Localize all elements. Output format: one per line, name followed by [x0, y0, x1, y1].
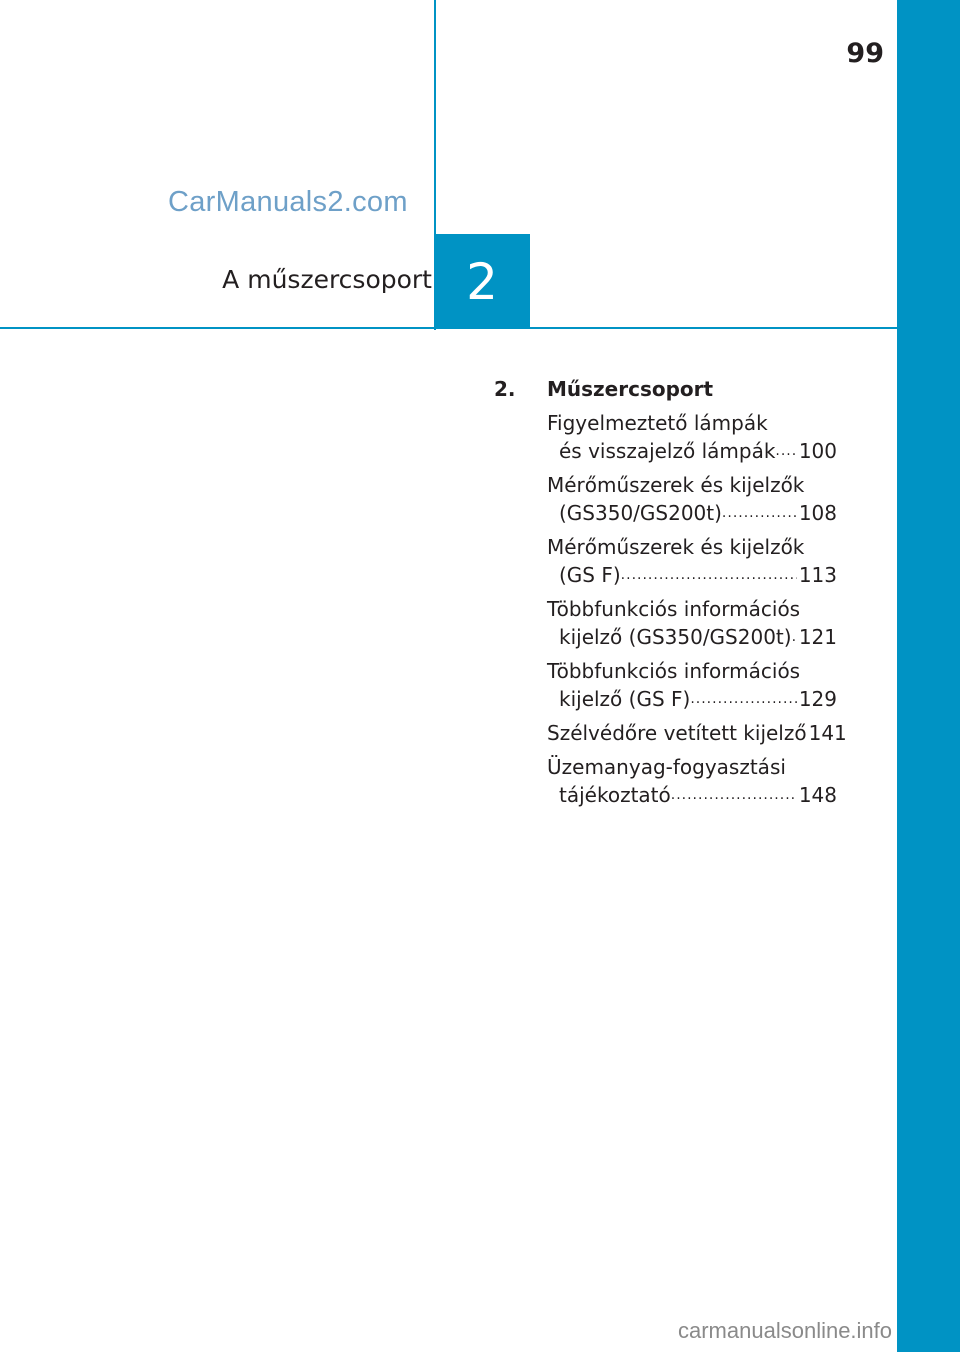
toc-entry[interactable]: [547, 533, 837, 589]
toc-entry-title: Mérőműszerek és kijelzők: [547, 473, 805, 497]
toc-entry-page: 141: [808, 721, 847, 745]
footer-watermark: carmanualsonline.info: [678, 1318, 893, 1343]
section-number: 2.: [494, 377, 516, 401]
chapter-side-bar: [897, 0, 960, 1352]
toc-entry-subtitle: kijelző (GS F): [559, 687, 691, 711]
toc-entry-page: 113: [798, 563, 837, 587]
toc-entry-title: Mérőműszerek és kijelzők: [547, 535, 805, 559]
toc-entry-subtitle: (GS F): [559, 563, 621, 587]
toc-entry-title: Többfunkciós információs: [547, 597, 801, 621]
toc-entry-subtitle: (GS350/GS200t): [559, 501, 722, 525]
toc-entry[interactable]: [547, 657, 837, 713]
section-title: Műszercsoport: [547, 377, 714, 401]
chapter-number-box: [434, 234, 530, 329]
page-number: 99: [846, 38, 884, 69]
toc-entry-page: 121: [798, 625, 837, 649]
watermark-logo: CarManuals2.com: [168, 186, 408, 218]
toc-entry[interactable]: [547, 595, 837, 651]
toc-entry-page: 108: [798, 501, 837, 525]
toc-entry-page: 100: [798, 439, 837, 463]
toc-entry-title: Üzemanyag-fogyasztási: [547, 755, 786, 779]
dot-leader: [621, 561, 797, 589]
dot-leader: [722, 499, 797, 527]
toc-entry-subtitle: kijelző (GS350/GS200t): [559, 625, 792, 649]
dot-leader: [775, 437, 796, 465]
toc-entry-title: Figyelmeztető lámpák: [547, 411, 768, 435]
toc-entries: [547, 409, 847, 815]
toc-entry[interactable]: [547, 409, 837, 465]
toc-entry[interactable]: [547, 471, 837, 527]
toc-entry[interactable]: [547, 753, 837, 809]
chapter-title: A műszercsoport: [222, 265, 432, 294]
toc-entry-page: 148: [798, 783, 837, 807]
toc-entry-page: 129: [798, 687, 837, 711]
dot-leader: [671, 781, 797, 809]
toc-entry-title: Többfunkciós információs: [547, 659, 801, 683]
toc-entry[interactable]: [547, 719, 847, 747]
chapter-number: 2: [466, 252, 498, 311]
toc-entry-title: Szélvédőre vetített kijelző: [547, 721, 807, 745]
toc-entry-subtitle: tájékoztató: [559, 783, 671, 807]
dot-leader: [690, 685, 797, 713]
toc-entry-subtitle: és visszajelző lámpák: [559, 439, 776, 463]
